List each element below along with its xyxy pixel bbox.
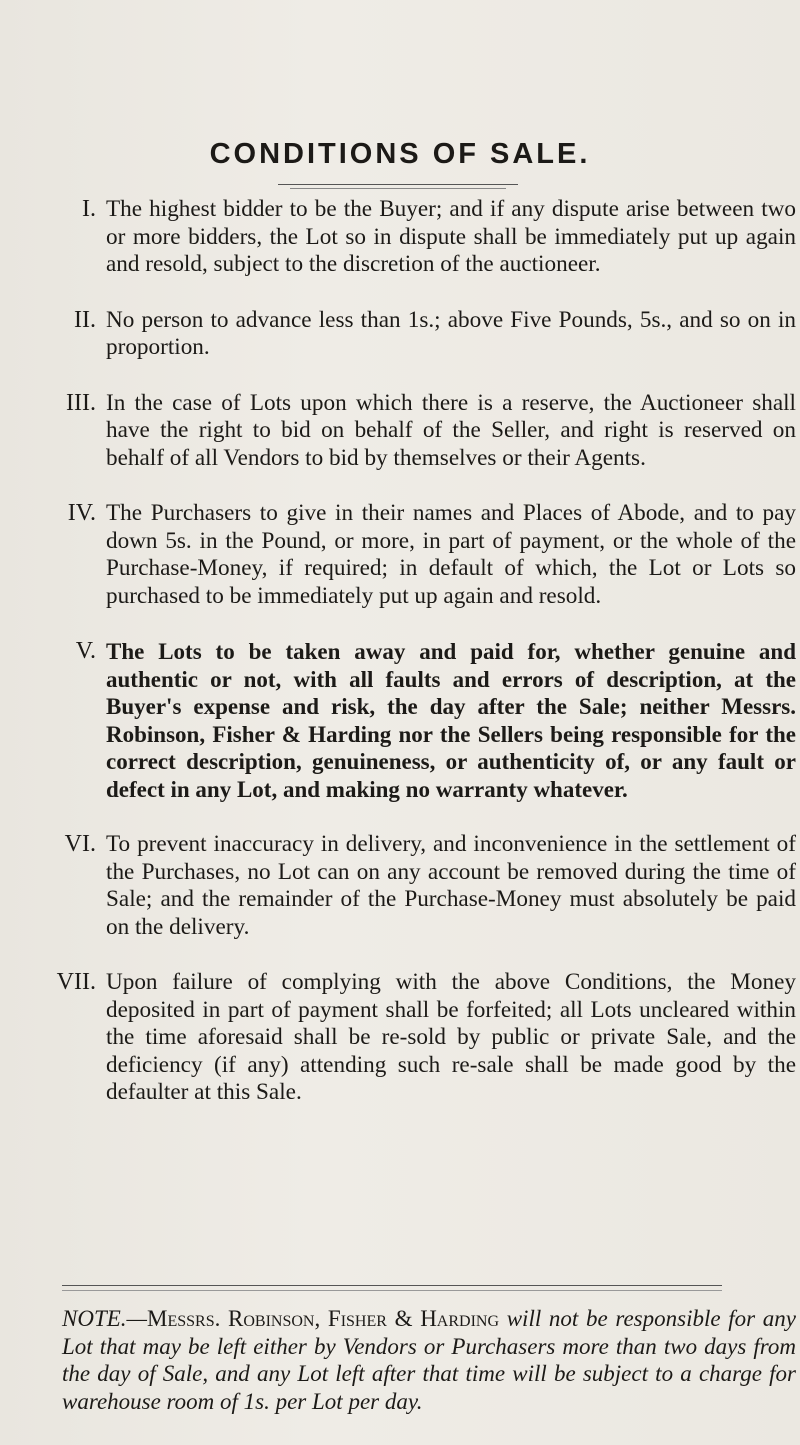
condition-3 <box>0 390 800 473</box>
condition-2 <box>0 307 800 362</box>
condition-6 <box>0 831 800 941</box>
condition-number: I. <box>82 196 96 222</box>
condition-7 <box>0 969 800 1107</box>
page-title: CONDITIONS OF SALE. <box>209 138 591 170</box>
condition-number: VI. <box>64 831 96 857</box>
condition-5 <box>0 638 800 803</box>
note-text: will not be responsible for any Lot that may be left either by Vendors or Purchasers more than two days from the day of Sale, and any Lot left after that time will be subject to a charge for warehouse room of 1s. per Lot per day. <box>62 1306 796 1414</box>
condition-text: The Purchasers to give in their names and Places of Abode, and to pay down 5s. in the Pound, or more, in part of payment, or the whole of the Purchase-Money, if required; in default of which, the Lot or Lots so purchased to be immediately put up again and resold. <box>106 500 796 609</box>
title-rule <box>278 184 518 185</box>
condition-number: IV. <box>67 500 96 526</box>
note-rule-secondary <box>62 1290 722 1291</box>
note-firm: Messrs. Robinson, Fisher & Harding <box>147 1306 500 1331</box>
condition-1 <box>0 196 800 279</box>
condition-number: III. <box>66 389 96 416</box>
conditions-list <box>0 196 800 1135</box>
condition-number: II. <box>74 306 96 333</box>
condition-text: Upon failure of complying with the above Conditions, the Money deposited in part of payment shall be forfeited; all Lots uncleared within the time aforesaid shall be re-sold by public or private Sale, and the deficiency (if any) attending such re-sale shall be made good by the defaulter at this Sale. <box>106 969 796 1105</box>
condition-text: To prevent inaccuracy in delivery, and inconvenience in the settlement of the Purchases, no Lot can on any account be removed during the time of Sale; and the remainder of the Purchase-Money must absolutely be paid on the delivery. <box>106 831 796 940</box>
condition-number: V. <box>75 638 96 664</box>
warehouse-note <box>62 1305 796 1415</box>
note-lead: NOTE.— <box>62 1306 147 1331</box>
condition-number: VII. <box>56 969 96 995</box>
title-rule-secondary <box>290 188 506 189</box>
condition-text: In the case of Lots upon which there is a reserve, the Auctioneer shall have the right to bid on behalf of the Seller, and right is reserved on behalf of all Vendors to bid by themselves or their Agents. <box>106 389 796 471</box>
condition-text: No person to advance less than 1s.; above Five Pounds, 5s., and so on in proportion. <box>106 306 796 360</box>
condition-text: The Lots to be taken away and paid for, whether genuine and authentic or not, with all faults and errors of description, at the Buyer's expense and risk, the day after the Sale; neither Messrs. Robinson, Fisher & Harding nor the Sellers being responsible for the correct description, genuineness, or authenticity of, or any fault or defect in any Lot, and making no warranty whatever. <box>106 639 796 802</box>
condition-4 <box>0 500 800 610</box>
condition-text: The highest bidder to be the Buyer; and if any dispute arise between two or more bidders, the Lot so in dispute shall be immediately put up again and resold, subject to the discretion of the auctioneer. <box>106 196 796 277</box>
note-rule <box>62 1285 722 1286</box>
